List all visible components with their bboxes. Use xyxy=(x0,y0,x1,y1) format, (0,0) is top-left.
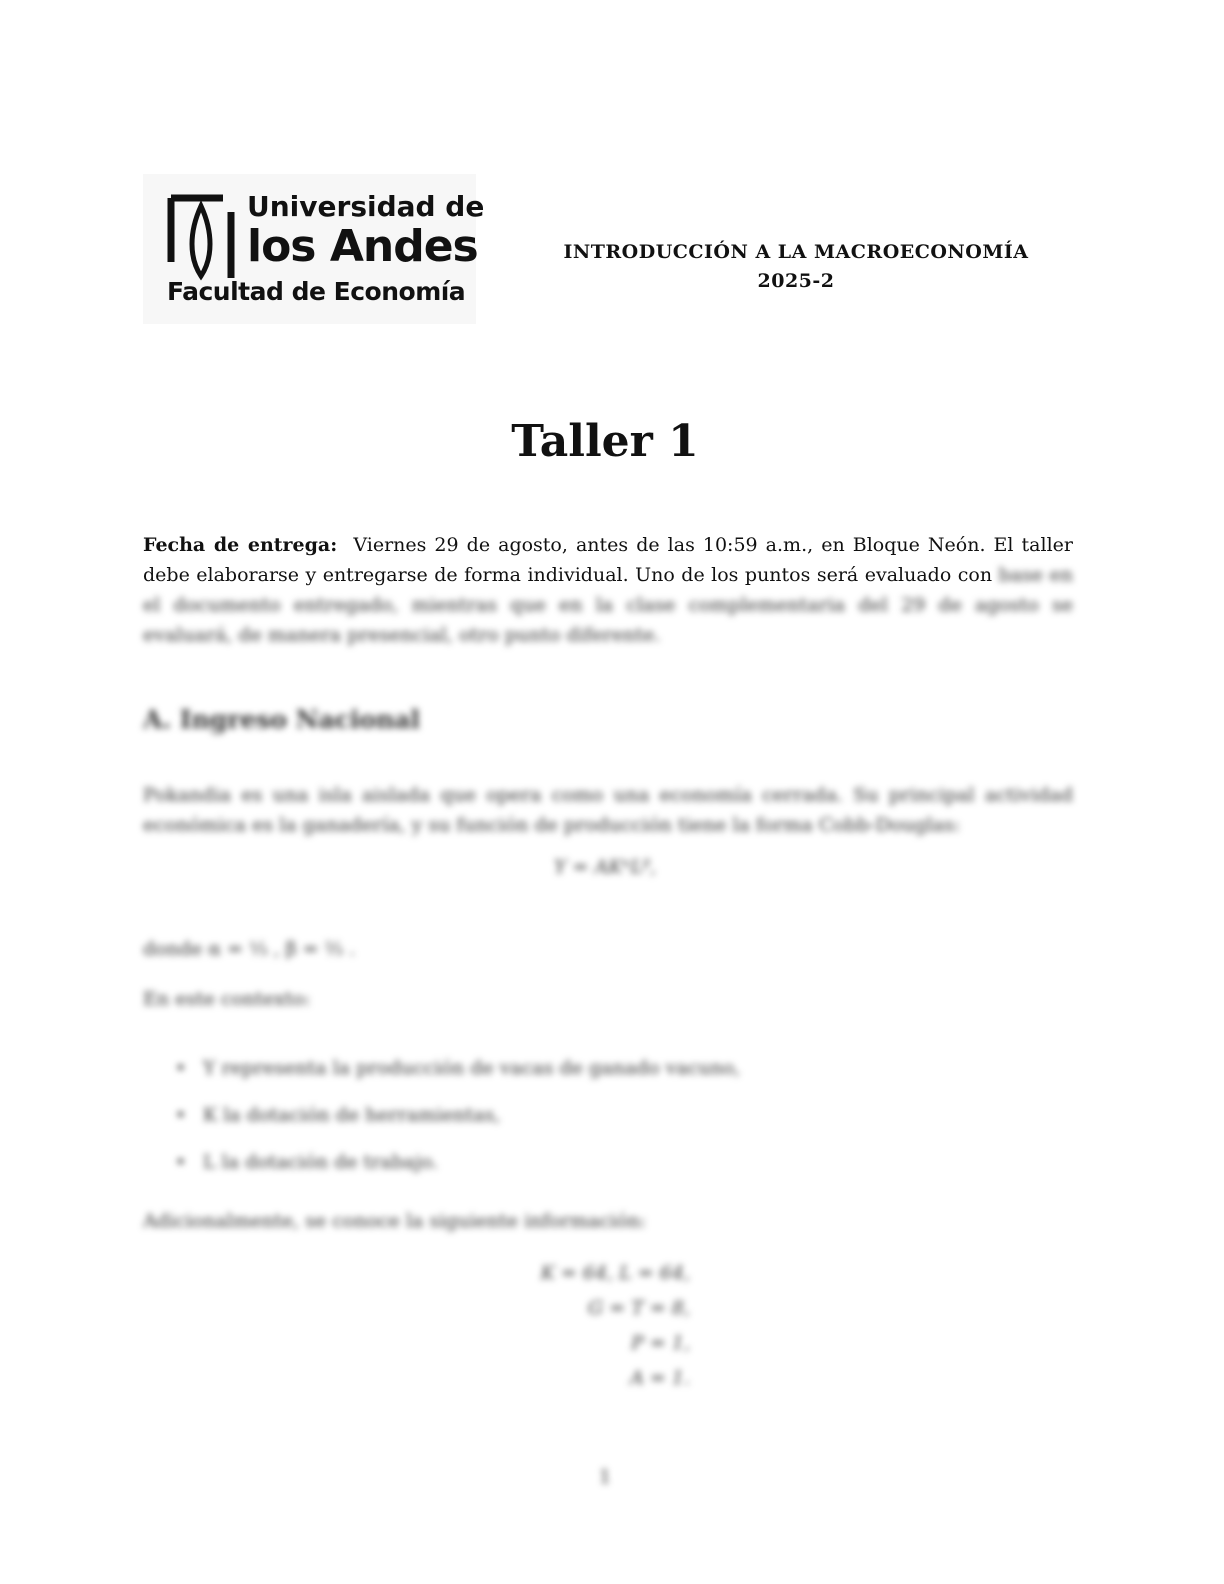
page-number: 1 xyxy=(598,1466,612,1488)
delivery-text: Viernes 29 de agosto, antes de las 10:59 a.m., en Bloque Neón. El taller debe elaborarse y entregarse de forma individual. Uno de los puntos será evaluado con xyxy=(143,534,1073,586)
course-name: INTRODUCCIÓN A LA MACROECONOMÍA xyxy=(563,241,1029,263)
section-heading: A. Ingreso Nacional xyxy=(143,705,421,734)
university-logo xyxy=(143,174,485,324)
equation-line: K = 64, L = 64, xyxy=(540,1262,690,1284)
document-title: Taller 1 xyxy=(511,416,699,467)
course-header xyxy=(500,238,1092,296)
context-line: En este contexto: xyxy=(143,988,311,1010)
delivery-paragraph xyxy=(143,530,1073,650)
parameters-line: donde α = ⅓ , β = ⅔ . xyxy=(143,938,356,960)
logo-line-los-andes: los Andes xyxy=(247,221,478,272)
section-intro: Pokandia es una isla aislada que opera como una economía cerrada. Su principal actividad económica es la ganadería, y su función de producción tiene la forma Cobb-Douglas: xyxy=(143,784,1073,836)
list-item: • Y representa la producción de vacas de ganado vacuno, xyxy=(175,1053,740,1100)
course-term: 2025-2 xyxy=(757,270,835,292)
list-item: • L la dotación de trabajo. xyxy=(175,1147,740,1194)
equation-line: G = T = 8, xyxy=(588,1297,690,1319)
list-item: • K la dotación de herramientas, xyxy=(175,1100,740,1147)
production-function-equation: Y = AKᵅLᵝ, xyxy=(553,856,657,878)
delivery-blurred-text: base en el documento entregado, mientras que en la clase complementaria del 29 de agosto se evaluará, de manera presencial, otro punto diferente. xyxy=(143,564,1073,646)
los-andes-emblem-icon xyxy=(165,192,237,284)
logo-line-university: Universidad de xyxy=(247,190,485,223)
equation-line: A = 1. xyxy=(630,1367,690,1389)
logo-line-faculty: Facultad de Economía xyxy=(167,277,466,306)
equation-line: P = 1, xyxy=(631,1332,690,1354)
given-equations xyxy=(460,1258,690,1398)
additional-info-line: Adicionalmente, se conoce la siguiente información: xyxy=(143,1210,647,1232)
delivery-label: Fecha de entrega: xyxy=(143,534,338,556)
variables-list xyxy=(175,1053,740,1194)
